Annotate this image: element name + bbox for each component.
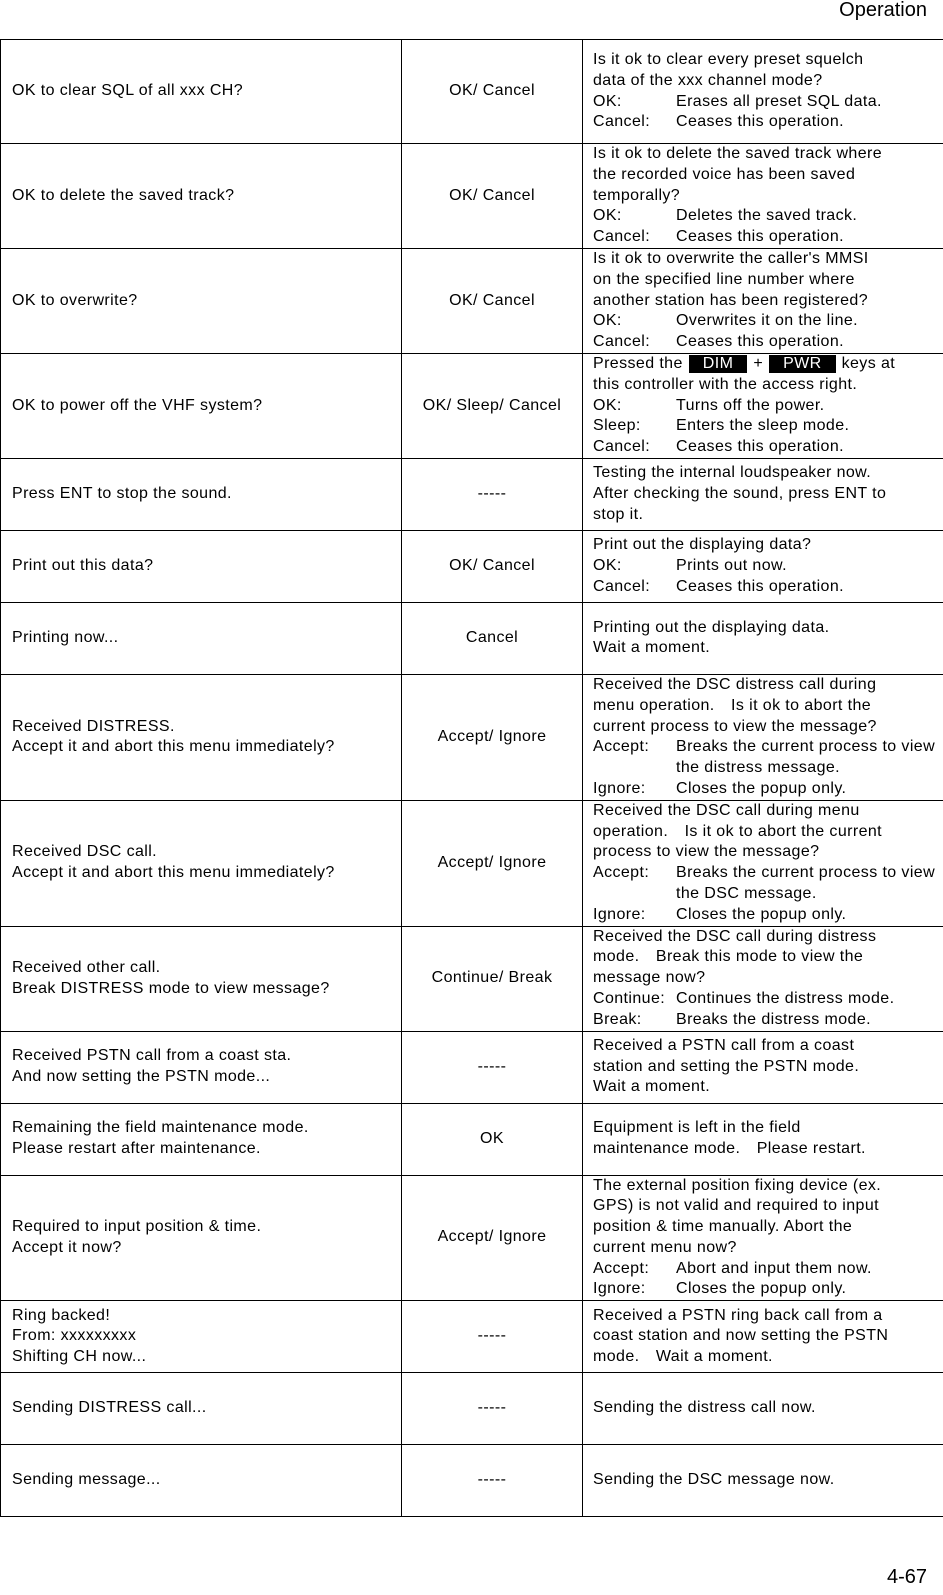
message-cell — [1, 248, 402, 353]
option-line — [593, 737, 937, 779]
description-line: Is it ok to delete the saved track where — [593, 145, 883, 162]
description-line: current menu now? — [593, 1238, 737, 1256]
message-line: Sending message... — [12, 1471, 161, 1489]
message-cell — [1, 144, 402, 249]
description-line: Sending the DSC message now. — [593, 1471, 835, 1489]
description-line: Equipment is left in the field — [593, 1119, 801, 1137]
description-line: Sending the distress call now. — [593, 1399, 816, 1417]
message-cell — [1, 674, 402, 800]
message-line: Required to input position & time. — [12, 1218, 262, 1236]
response-cell: Continue/ Break — [402, 926, 583, 1031]
table-row — [1, 1301, 943, 1373]
message-line: OK to delete the saved track? — [12, 186, 235, 204]
response-cell: Cancel — [402, 602, 583, 674]
table-row — [1, 144, 943, 249]
response-cell: OK/ Cancel — [402, 248, 583, 353]
description-line: Received the DSC call during distress — [593, 927, 877, 945]
table-row — [1, 530, 943, 602]
keys-before-text: Pressed the — [593, 354, 683, 372]
description-line: menu operation. Is it ok to abort the — [593, 696, 872, 714]
description-line: Is it ok to overwrite the caller's MMSI — [593, 249, 869, 267]
description-line: Wait a moment. — [593, 1078, 711, 1096]
description-cell — [583, 674, 943, 800]
option-key: OK: — [593, 207, 622, 225]
message-line: Print out this data? — [12, 557, 154, 575]
message-cell — [1, 1175, 402, 1301]
table-row — [1, 248, 943, 353]
option-line — [593, 92, 937, 113]
pwr-key-label: PWR — [769, 355, 836, 373]
option-key: Cancel: — [593, 333, 651, 351]
option-description: Turns off the power. — [676, 396, 825, 414]
message-line: And now setting the PSTN mode... — [12, 1068, 271, 1085]
message-line: OK to overwrite? — [12, 291, 138, 309]
option-description: Ceases this operation. — [676, 228, 845, 246]
option-description: Closes the popup only. — [676, 1280, 847, 1298]
table-row — [1, 40, 943, 144]
option-description: Overwrites it on the line. — [676, 312, 859, 330]
option-line — [593, 1010, 937, 1031]
message-line: Shifting CH now... — [12, 1348, 147, 1366]
option-description: Breaks the current process to view the distress message. — [676, 738, 936, 777]
description-line: stop it. — [593, 505, 644, 523]
message-cell — [1, 40, 402, 144]
description-cell — [583, 1175, 943, 1301]
message-cell — [1, 530, 402, 602]
description-line: The external position fixing device (ex. — [593, 1176, 882, 1194]
description-line: Received the DSC distress call during — [593, 675, 877, 693]
description-line: data of the xxx channel mode? — [593, 71, 823, 89]
response-cell: Accept/ Ignore — [402, 674, 583, 800]
keys-after-text: keys at — [841, 354, 896, 372]
response-cell: OK/ Cancel — [402, 144, 583, 249]
option-description: Ceases this operation. — [676, 438, 845, 456]
message-cell — [1, 353, 402, 458]
option-description: Breaks the current process to view the DSC message. — [676, 864, 936, 902]
message-line: Received PSTN call from a coast sta. — [12, 1047, 292, 1065]
option-line — [593, 863, 937, 905]
description-line: Print out the displaying data? — [593, 536, 812, 554]
description-line: on the specified line number where — [593, 270, 855, 288]
message-line: Received other call. — [12, 958, 161, 976]
description-line: After checking the sound, press ENT to — [593, 485, 887, 503]
message-line: Please restart after maintenance. — [12, 1140, 261, 1157]
description-line: Received a PSTN ring back call from a — [593, 1306, 883, 1324]
option-key: Cancel: — [593, 113, 651, 131]
message-cell — [1, 926, 402, 1031]
page-number: 4-67 — [886, 1566, 927, 1588]
message-table — [0, 39, 943, 1517]
description-cell — [583, 353, 943, 458]
description-line: station and setting the PSTN mode. — [593, 1057, 860, 1075]
description-line: Wait a moment. — [593, 639, 711, 657]
option-description: Breaks the distress mode. — [676, 1010, 871, 1028]
option-description: Continues the distress mode. — [676, 989, 895, 1007]
description-line: Printing out the displaying data. — [593, 618, 830, 636]
response-cell: Accept/ Ignore — [402, 800, 583, 926]
message-line: Remaining the field maintenance mode. — [12, 1119, 309, 1137]
option-key: OK: — [593, 312, 622, 330]
response-cell: ----- — [402, 1031, 583, 1103]
option-description: Erases all preset SQL data. — [676, 92, 882, 110]
message-line: OK to power off the VHF system? — [12, 396, 263, 414]
response-cell: ----- — [402, 1445, 583, 1517]
description-cell — [583, 1445, 943, 1517]
description-line: Received a PSTN call from a coast — [593, 1036, 855, 1054]
description-line: mode. Break this mode to view the — [593, 948, 864, 966]
option-line — [593, 1259, 937, 1280]
message-line: Accept it and abort this menu immediately? — [12, 864, 335, 882]
message-line: Ring backed! — [12, 1306, 111, 1324]
option-line — [593, 416, 937, 437]
option-description: Abort and input them now. — [676, 1259, 872, 1277]
description-cell — [583, 926, 943, 1031]
description-line: maintenance mode. Please restart. — [593, 1140, 866, 1157]
option-line — [593, 1279, 937, 1300]
message-line: Received DSC call. — [12, 843, 158, 861]
table-row — [1, 1031, 943, 1103]
section-header: Operation — [839, 0, 927, 21]
message-cell — [1, 458, 402, 530]
description-line: temporally? — [593, 186, 681, 204]
message-cell — [1, 1445, 402, 1517]
option-line — [593, 779, 937, 800]
description-cell — [583, 1373, 943, 1445]
description-line: the recorded voice has been saved — [593, 165, 856, 183]
response-cell: OK/ Cancel — [402, 40, 583, 144]
option-description: Ceases this operation. — [676, 333, 845, 351]
dim-key-label: DIM — [689, 355, 748, 373]
option-key: OK: — [593, 92, 622, 110]
description-line: this controller with the access right. — [593, 375, 858, 393]
table-row — [1, 353, 943, 458]
message-cell — [1, 1373, 402, 1445]
description-cell — [583, 1103, 943, 1175]
description-cell — [583, 40, 943, 144]
option-description: Closes the popup only. — [676, 905, 847, 923]
message-line: Printing now... — [12, 629, 119, 647]
message-line: Accept it and abort this menu immediately? — [12, 738, 335, 756]
description-cell — [583, 800, 943, 926]
message-line: OK to clear SQL of all xxx CH? — [12, 82, 244, 100]
option-key: Cancel: — [593, 438, 651, 456]
description-cell — [583, 1301, 943, 1373]
description-line: process to view the message? — [593, 843, 820, 861]
description-line: Is it ok to clear every preset squelch — [593, 50, 864, 68]
table-row — [1, 674, 943, 800]
option-line — [593, 905, 937, 926]
option-line — [593, 206, 937, 227]
table-row — [1, 1103, 943, 1175]
option-key: Accept: — [593, 1259, 650, 1277]
response-cell: ----- — [402, 1373, 583, 1445]
description-cell — [583, 602, 943, 674]
response-cell: OK — [402, 1103, 583, 1175]
option-key: Continue: — [593, 989, 666, 1007]
table-row — [1, 926, 943, 1031]
description-line: mode. Wait a moment. — [593, 1348, 773, 1366]
option-line — [593, 577, 937, 598]
description-cell — [583, 248, 943, 353]
option-key: Cancel: — [593, 228, 651, 246]
description-line: GPS) is not valid and required to input — [593, 1197, 879, 1215]
description-cell — [583, 1031, 943, 1103]
option-key: Accept: — [593, 738, 650, 756]
option-line — [593, 332, 937, 353]
response-cell: ----- — [402, 458, 583, 530]
option-line — [593, 396, 937, 417]
option-key: OK: — [593, 557, 622, 575]
message-cell — [1, 1103, 402, 1175]
table-row — [1, 1175, 943, 1301]
message-cell — [1, 800, 402, 926]
message-line: Sending DISTRESS call... — [12, 1399, 207, 1417]
option-description: Prints out now. — [676, 557, 787, 575]
message-line: Break DISTRESS mode to view message? — [12, 979, 330, 997]
table-row — [1, 602, 943, 674]
description-line: Received the DSC call during menu — [593, 801, 860, 819]
table-row — [1, 1445, 943, 1517]
option-description: Ceases this operation. — [676, 577, 845, 595]
description-line: current process to view the message? — [593, 717, 877, 735]
option-key: OK: — [593, 396, 622, 414]
option-key: Sleep: — [593, 417, 641, 435]
description-line: Testing the internal loudspeaker now. — [593, 464, 872, 482]
description-line: operation. Is it ok to abort the current — [593, 822, 883, 840]
table-row — [1, 800, 943, 926]
option-line — [593, 227, 937, 248]
table-row — [1, 458, 943, 530]
message-line: Accept it now? — [12, 1238, 122, 1256]
description-line: coast station and now setting the PSTN — [593, 1327, 889, 1345]
description-line: position & time manually. Abort the — [593, 1218, 853, 1236]
option-key: Ignore: — [593, 1280, 646, 1298]
option-key: Ignore: — [593, 779, 646, 797]
message-cell — [1, 1031, 402, 1103]
option-description: Ceases this operation. — [676, 113, 845, 131]
option-line — [593, 437, 937, 458]
option-line — [593, 989, 937, 1010]
response-cell: Accept/ Ignore — [402, 1175, 583, 1301]
message-cell — [1, 1301, 402, 1373]
option-description: Enters the sleep mode. — [676, 417, 850, 435]
option-line — [593, 112, 937, 133]
message-cell — [1, 602, 402, 674]
option-key: Ignore: — [593, 905, 646, 923]
response-cell: OK/ Cancel — [402, 530, 583, 602]
response-cell: ----- — [402, 1301, 583, 1373]
description-line: another station has been registered? — [593, 291, 869, 309]
table-row — [1, 1373, 943, 1445]
option-key: Cancel: — [593, 577, 651, 595]
option-description: Closes the popup only. — [676, 779, 847, 797]
keys-line — [593, 354, 937, 375]
option-description: Deletes the saved track. — [676, 207, 858, 225]
message-line: Press ENT to stop the sound. — [12, 485, 232, 503]
description-cell — [583, 144, 943, 249]
option-key: Break: — [593, 1010, 642, 1028]
message-line: Received DISTRESS. — [12, 717, 175, 735]
description-cell — [583, 530, 943, 602]
response-cell: OK/ Sleep/ Cancel — [402, 353, 583, 458]
option-line — [593, 556, 937, 577]
option-key: Accept: — [593, 864, 650, 882]
description-cell — [583, 458, 943, 530]
message-line: From: xxxxxxxxx — [12, 1327, 137, 1345]
description-line: message now? — [593, 969, 706, 987]
option-line — [593, 311, 937, 332]
plus-sign: + — [753, 354, 764, 372]
